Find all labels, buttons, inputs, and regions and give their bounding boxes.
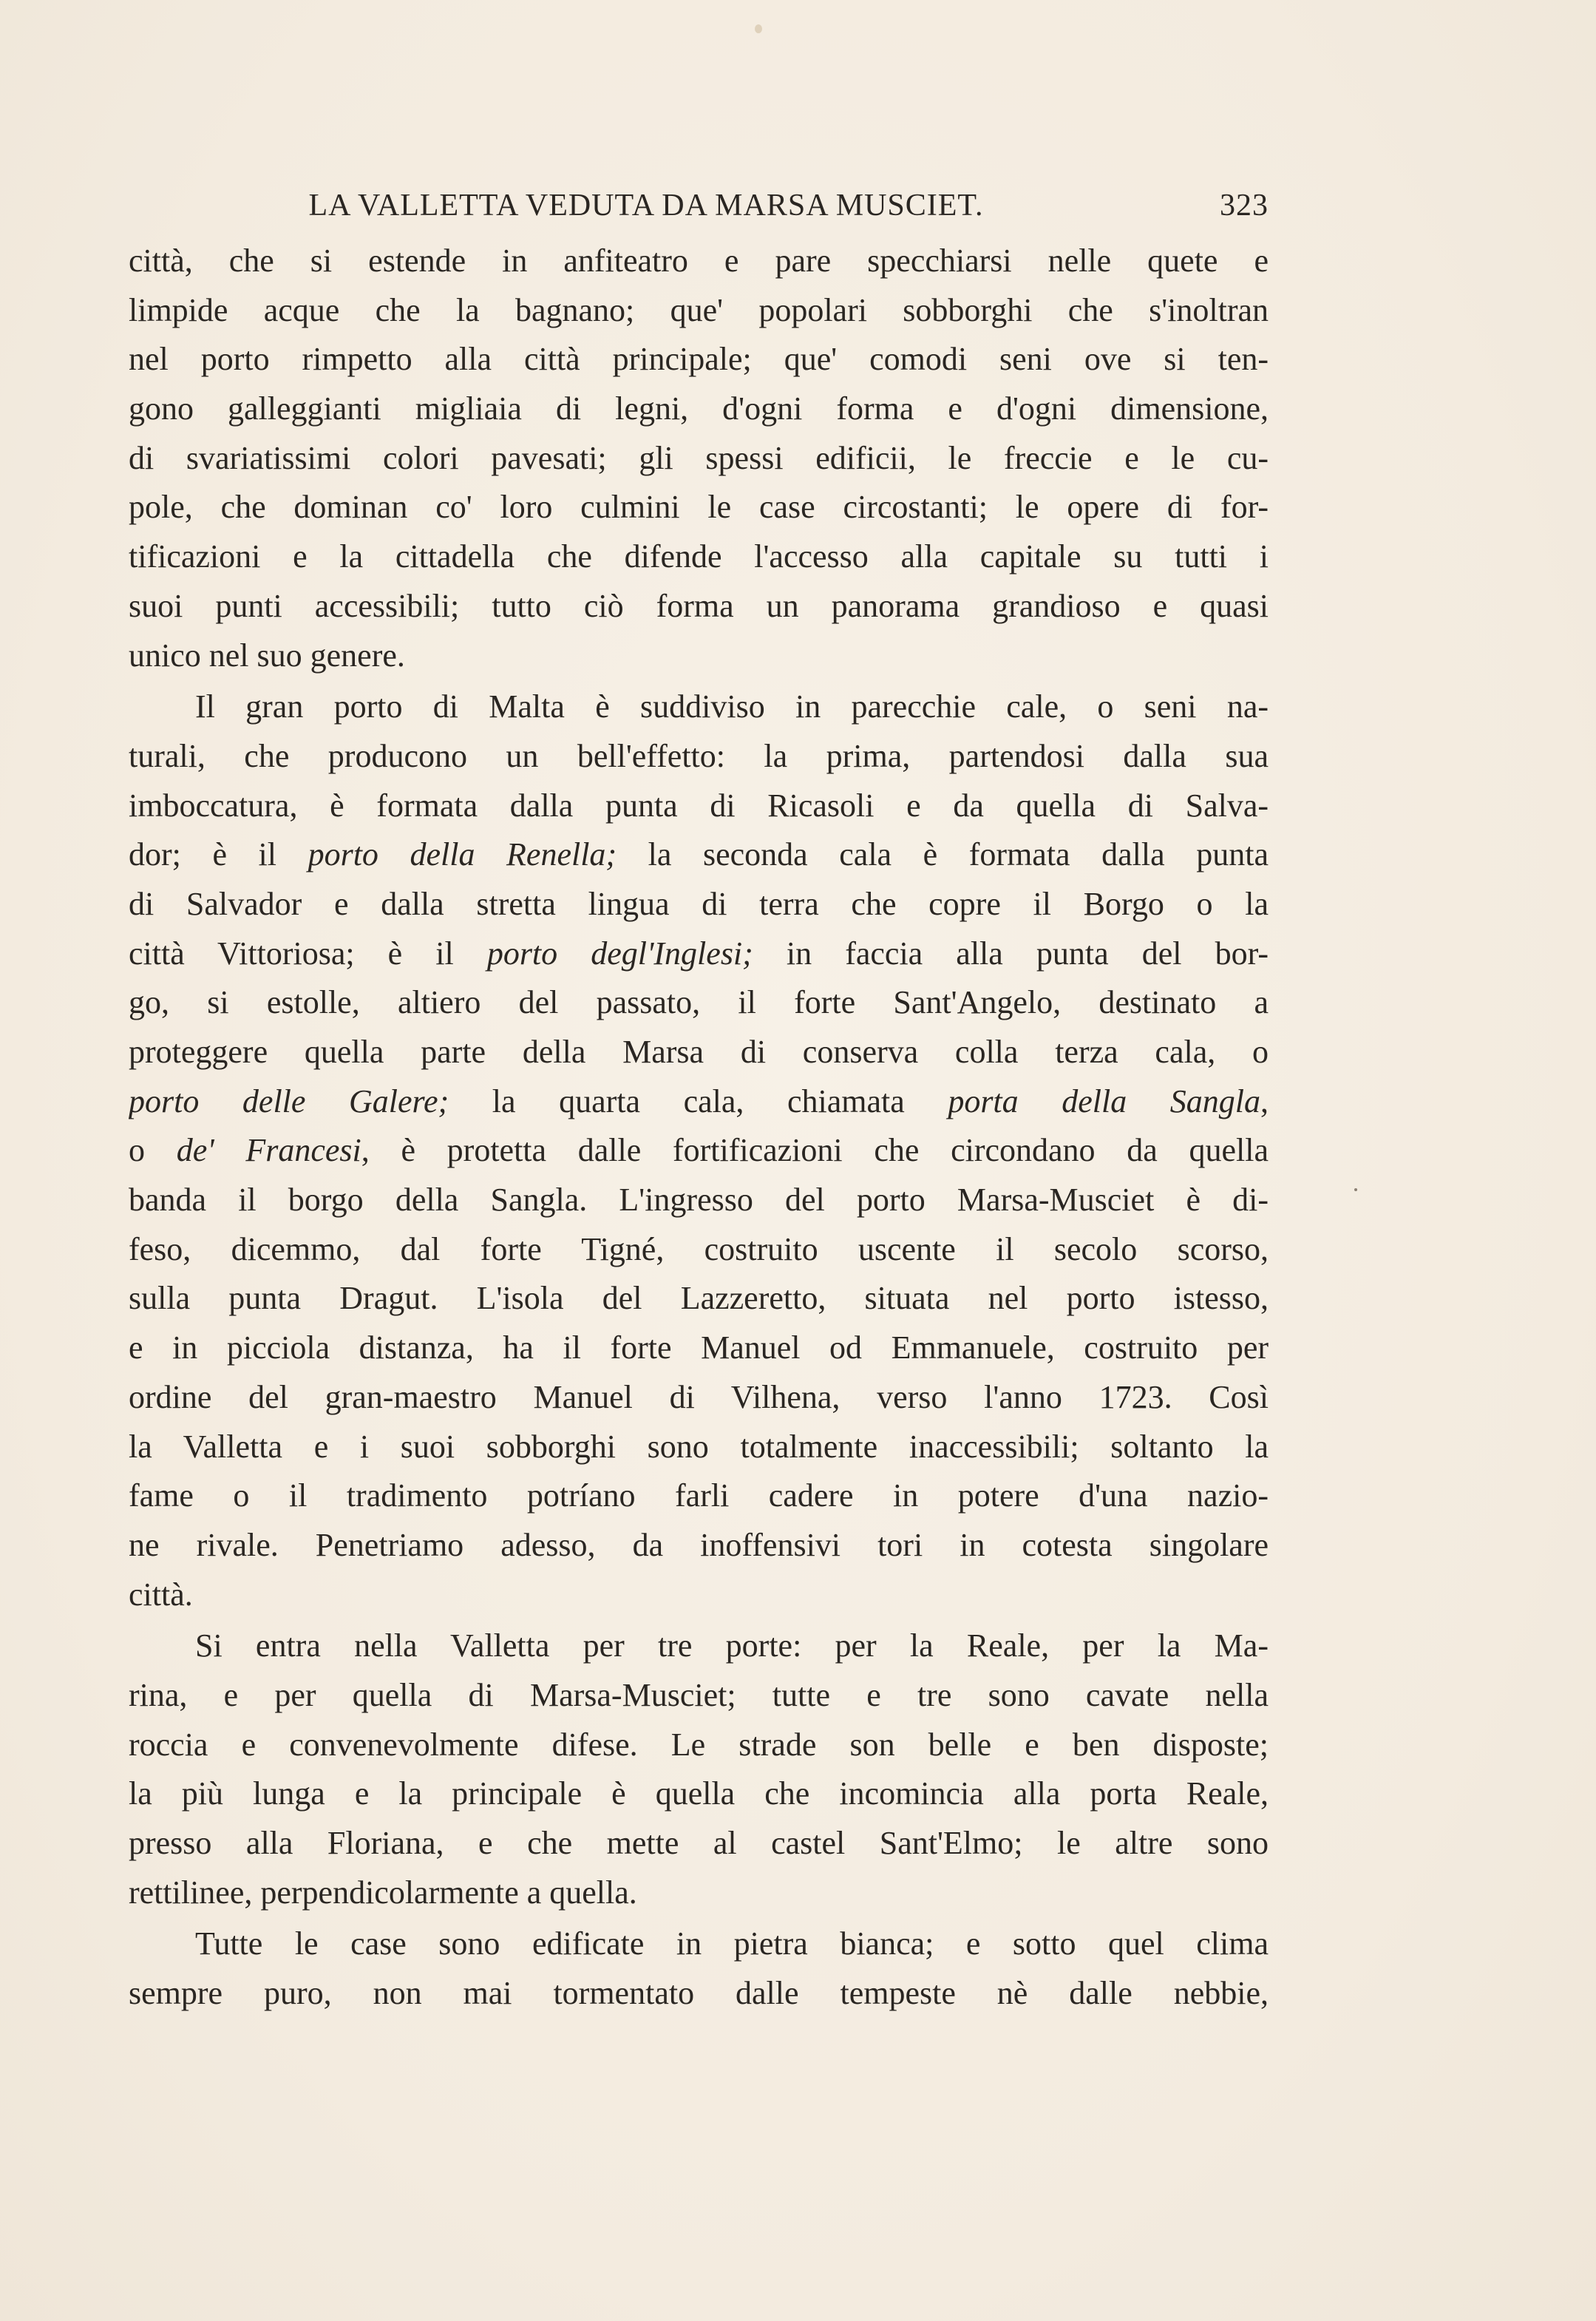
text-line: suoi punti accessibili; tutto ciò forma un panorama grandioso e quasi	[129, 587, 1269, 624]
paragraph-start-line: Si entra nella Valletta per tre porte: per la Reale, per la Ma-	[195, 1627, 1269, 1664]
text-line: feso, dicemmo, dal forte Tigné, costruito uscente il secolo scorso,	[129, 1230, 1269, 1267]
text-line: città, che si estende in anfiteatro e pare specchiarsi nelle quete e	[129, 243, 1269, 279]
text-line: fame o il tradimento potríano farli cadere in potere d'una nazio-	[129, 1477, 1269, 1514]
text-line: sulla punta Dragut. L'isola del Lazzeretto, situata nel porto istesso,	[129, 1280, 1269, 1317]
italic-porto-delle-galere: porto delle Galere;	[129, 1082, 449, 1119]
paper-stain	[755, 24, 762, 33]
running-title: LA VALLETTA VEDUTA DA MARSA MUSCIET.	[308, 189, 984, 223]
text-line: ordine del gran-maestro Manuel di Vilhena, verso l'anno 1723. Così	[129, 1378, 1269, 1415]
text-line: proteggere quella parte della Marsa di conserva colla terza cala, o	[129, 1034, 1269, 1070]
text-line: di Salvador e dalla stretta lingua di terra che copre il Borgo o la	[129, 885, 1269, 922]
text-line-with-italic: porto delle Galere; la quarta cala, chiamata porta della Sangla,	[129, 1082, 1269, 1119]
italic-de-francesi: de' Francesi	[176, 1132, 361, 1169]
text-line: roccia e convenevolmente difese. Le strade son belle e ben disposte;	[129, 1726, 1269, 1763]
margin-speck	[1354, 1188, 1357, 1191]
italic-porta-della-sangla: porta della Sangla	[948, 1082, 1260, 1119]
italic-porto-della-renella: porto della Renella;	[308, 836, 617, 873]
text-line-with-italic: città Vittoriosa; è il porto degl'Inglesi; in faccia alla punta del bor-	[129, 935, 1269, 972]
text-line: rina, e per quella di Marsa-Musciet; tutte e tre sono cavate nella	[129, 1676, 1269, 1713]
text-line: ne rivale. Penetriamo adesso, da inoffensivi tori in cotesta singolare	[129, 1526, 1269, 1563]
paragraph-start-line: Il gran porto di Malta è suddiviso in parecchie cale, o seni na-	[195, 688, 1269, 725]
text-line: banda il borgo della Sangla. L'ingresso del porto Marsa-Musciet è di-	[129, 1182, 1269, 1219]
text-line: limpide acque che la bagnano; que' popolari sobborghi che s'inoltran	[129, 291, 1269, 328]
text-line: città.	[129, 1576, 193, 1613]
page-number: 323	[1220, 189, 1269, 223]
text-line: la Valletta e i suoi sobborghi sono totalmente inaccessibili; soltanto la	[129, 1428, 1269, 1465]
text-line: imboccatura, è formata dalla punta di Ricasoli e da quella di Salva-	[129, 787, 1269, 824]
text-line: unico nel suo genere.	[129, 637, 405, 674]
text-line: presso alla Floriana, e che mette al castel Sant'Elmo; le altre sono	[129, 1825, 1269, 1861]
text-line: la più lunga e la principale è quella che incomincia alla porta Reale,	[129, 1775, 1269, 1812]
text-line: e in picciola distanza, ha il forte Manuel od Emmanuele, costruito per	[129, 1329, 1269, 1366]
text-line: gono galleggianti migliaia di legni, d'ogni forma e d'ogni dimensione,	[129, 390, 1269, 427]
text-line: di svariatissimi colori pavesati; gli spessi edificii, le freccie e le cu-	[129, 439, 1269, 476]
text-line: go, si estolle, altiero del passato, il forte Sant'Angelo, destinato a	[129, 984, 1269, 1021]
text-line-with-italic: o de' Francesi, è protetta dalle fortificazioni che circondano da quella	[129, 1132, 1269, 1169]
text-line: sempre puro, non mai tormentato dalle tempeste nè dalle nebbie,	[129, 1975, 1269, 2012]
body-text	[129, 237, 1269, 2019]
text-line: pole, che dominan co' loro culmini le case circostanti; le opere di for-	[129, 489, 1269, 526]
italic-porto-degl-inglesi: porto degl'Inglesi;	[486, 935, 753, 972]
text-line: turali, che producono un bell'effetto: la prima, partendosi dalla sua	[129, 737, 1269, 774]
running-head	[195, 188, 1269, 232]
text-line-with-italic: dor; è il porto della Renella; la seconda cala è formata dalla punta	[129, 836, 1269, 873]
text-line: rettilinee, perpendicolarmente a quella.	[129, 1874, 637, 1911]
text-line: tificazioni e la cittadella che difende l'accesso alla capitale su tutti i	[129, 538, 1269, 575]
paragraph-start-line: Tutte le case sono edificate in pietra bianca; e sotto quel clima	[195, 1925, 1269, 1962]
text-line: nel porto rimpetto alla città principale; que' comodi seni ove si ten-	[129, 341, 1269, 378]
